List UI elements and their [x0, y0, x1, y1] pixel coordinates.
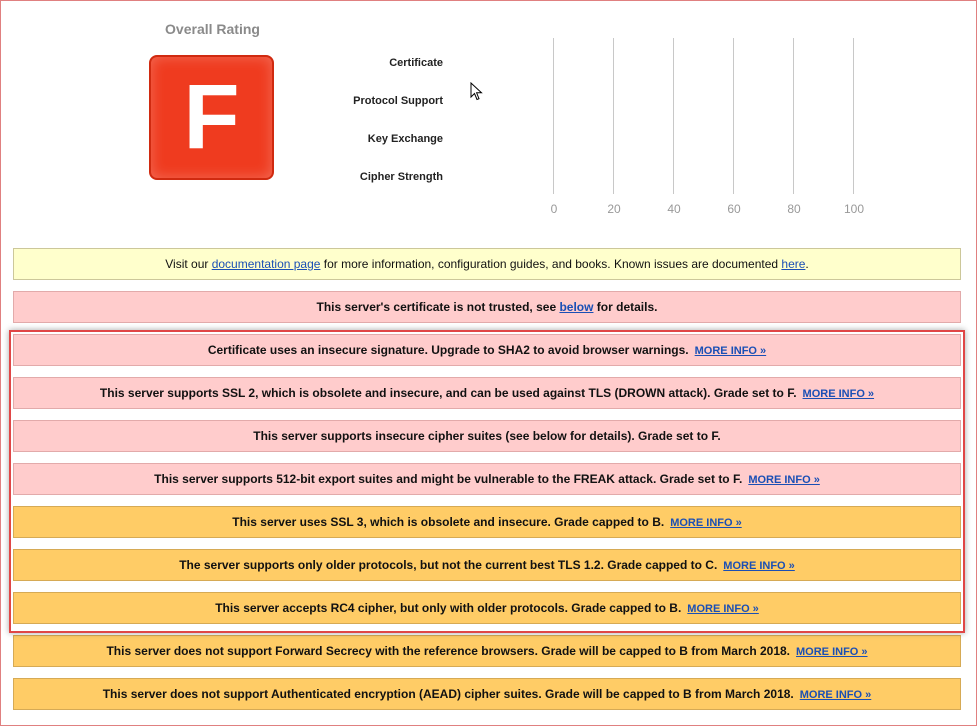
notice-text: .	[805, 257, 809, 271]
chart-label-protocol-support: Protocol Support	[353, 95, 443, 107]
more-info-link[interactable]: MORE INFO »	[670, 517, 742, 529]
known-issues-link[interactable]: here	[781, 257, 806, 271]
gridline-20	[613, 38, 614, 194]
chart-label-cipher-strength: Cipher Strength	[359, 171, 443, 183]
notice-insecure-ciphers	[13, 420, 961, 452]
mouse-cursor-icon	[470, 82, 484, 102]
notice-aead	[13, 678, 961, 710]
notice-text: Certificate uses an insecure signature. Upgrade to SHA2 to avoid browser warnings.	[207, 343, 689, 357]
more-info-link[interactable]: MORE INFO »	[723, 560, 795, 572]
grade-badge: F	[149, 55, 274, 180]
tick-label: 80	[787, 202, 801, 216]
tick-label: 40	[667, 202, 681, 216]
gridline-60	[733, 38, 734, 194]
below-link[interactable]: below	[559, 300, 594, 314]
notice-text: This server does not support Forward Secrecy with the reference browsers. Grade will be capped to B from March 2018.	[106, 644, 791, 658]
notice-text: for details.	[593, 300, 658, 314]
notice-cert-not-trusted	[13, 291, 961, 323]
more-info-link[interactable]: MORE INFO »	[694, 345, 767, 357]
gridline-80	[793, 38, 794, 194]
notice-ssl2-drown	[13, 377, 961, 409]
notice-forward-secrecy	[13, 635, 961, 667]
overall-rating-title: Overall Rating	[165, 21, 260, 37]
gridline-0	[553, 38, 554, 194]
more-info-link[interactable]: MORE INFO »	[748, 474, 820, 486]
more-info-link[interactable]: MORE INFO »	[796, 646, 868, 658]
gridline-100	[853, 38, 854, 194]
rating-chart	[353, 38, 880, 228]
tick-label: 20	[607, 202, 621, 216]
tick-label: 60	[727, 202, 741, 216]
notice-text: for more information, configuration guides, and books. Known issues are documented	[320, 257, 782, 271]
notice-documentation	[13, 248, 961, 280]
documentation-page-link[interactable]: documentation page	[211, 257, 321, 271]
notice-text: This server supports 512-bit export suites and might be vulnerable to the FREAK attack. Grade set to F.	[154, 472, 743, 486]
notice-freak	[13, 463, 961, 495]
notice-older-protocols	[13, 549, 961, 581]
notice-text: This server's certificate is not trusted, see	[316, 300, 560, 314]
tick-label: 0	[550, 202, 558, 216]
notice-text: This server supports SSL 2, which is obsolete and insecure, and can be used against TLS (DROWN attack). Grade set to F.	[99, 386, 797, 400]
gridline-40	[673, 38, 674, 194]
more-info-link[interactable]: MORE INFO »	[802, 388, 875, 400]
notice-ssl3	[13, 506, 961, 538]
notice-text: This server accepts RC4 cipher, but only with older protocols. Grade capped to B.	[215, 601, 682, 615]
chart-label-certificate: Certificate	[389, 57, 443, 69]
notice-text: The server supports only older protocols, but not the current best TLS 1.2. Grade capped to C.	[179, 558, 718, 572]
notice-insecure-signature	[13, 334, 961, 366]
notice-text: Visit our	[165, 257, 212, 271]
more-info-link[interactable]: MORE INFO »	[799, 689, 872, 701]
tick-label: 100	[843, 202, 865, 216]
notice-text: This server uses SSL 3, which is obsolete and insecure. Grade capped to B.	[232, 515, 665, 529]
notice-text: This server does not support Authenticated encryption (AEAD) cipher suites. Grade will be capped to B from March 2018.	[102, 687, 794, 701]
notice-rc4	[13, 592, 961, 624]
notice-text: This server supports insecure cipher suites (see below for details). Grade set to F.	[253, 429, 721, 443]
chart-label-key-exchange: Key Exchange	[367, 133, 443, 145]
more-info-link[interactable]: MORE INFO »	[687, 603, 759, 615]
